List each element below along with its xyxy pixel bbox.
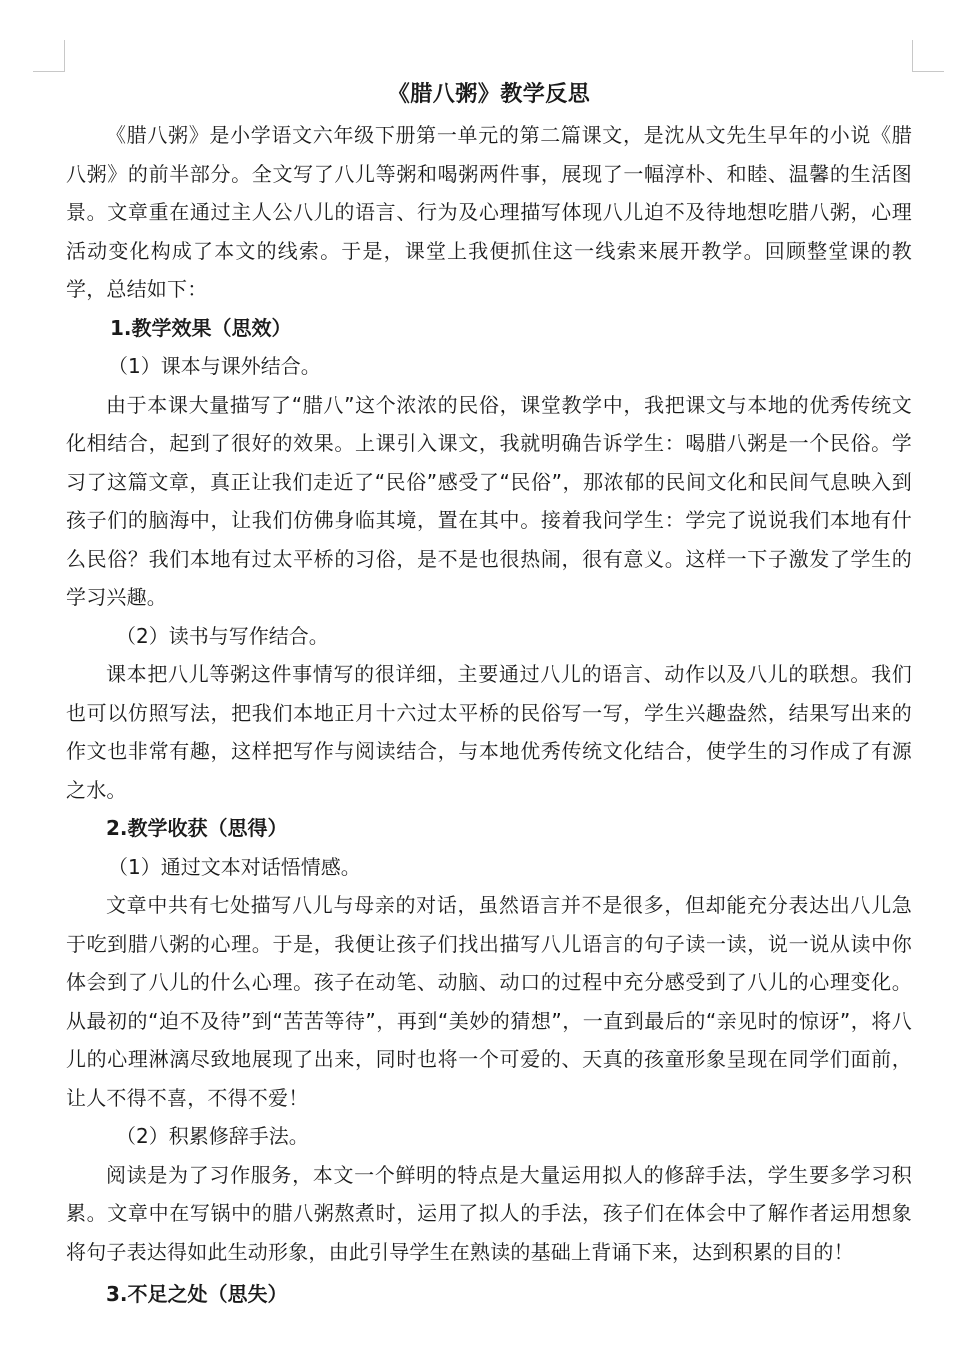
section-2-paragraph-2: 阅读是为了习作服务，本文一个鲜明的特点是大量运用拟人的修辞手法，学生要多学习积累。文章中在写锅中的腊八粥熬煮时，运用了拟人的手法，孩子们在体会中了解作者运用想象将句子表达得如此生动形象，由此引导学生在熟读的基础上背诵下来，达到积累的目的！ (66, 1162, 912, 1264)
section-1-paragraph-2: 课本把八儿等粥这件事情写的很详细，主要通过八儿的语言、动作以及八儿的联想。我们也可以仿照写法，把我们本地正月十六过太平桥的民俗写一写，学生兴趣盎然，结果写出来的作文也非常有趣，这样把写作与阅读结合，与本地优秀传统文化结合，使学生的习作成了有源之水。 (66, 662, 912, 802)
section-1-paragraph-1: 由于本课大量描写了“腊八”这个浓浓的民俗，课堂教学中，我把课文与本地的优秀传统文化相结合，起到了很好的效果。上课引入课文，我就明确告诉学生：喝腊八粥是一个民俗。学习了这篇文章，真正让我们走近了“民俗”感受了“民俗”，那浓郁的民间文化和民间气息映入到孩子们的脑海中，让我们仿佛身临其境，置在其中。接着我问学生：学完了说说我们本地有什么民俗？我们本地有过太平桥的习俗，是不是也很热闹，很有意义。这样一下子激发了学生的学习兴趣。 (66, 392, 912, 609)
document-page (66, 74, 912, 1314)
section-1-heading: 1.教学效果（思效） (110, 315, 292, 340)
section-1-subheading-2: （2）读书与写作结合。 (116, 623, 329, 648)
crop-mark-top-left (33, 40, 65, 72)
section-1-subheading-1: （1）课本与课外结合。 (108, 354, 321, 378)
section-3-heading: 3.不足之处（思失） (106, 1282, 288, 1306)
document-title: 《腊八粥》教学反思 (387, 82, 591, 107)
crop-mark-top-right (912, 40, 944, 72)
intro-paragraph: 《腊八粥》是小学语文六年级下册第一单元的第二篇课文，是沈从文先生早年的小说《腊八粥》的前半部分。全文写了八儿等粥和喝粥两件事，展现了一幅淳朴、和睦、温馨的生活图景。文章重在通过主人公八儿的语言、行为及心理描写体现八儿迫不及待地想吃腊八粥，心理活动变化构成了本文的线索。于是，课堂上我便抓住这一线索来展开教学。回顾整堂课的教学，总结如下： (66, 123, 912, 301)
section-2-subheading-1: （1）通过文本对话悟情感。 (108, 854, 361, 879)
section-2-subheading-2: （2）积累修辞手法。 (116, 1124, 309, 1148)
section-2-paragraph-1: 文章中共有七处描写八儿与母亲的对话，虽然语言并不是很多，但却能充分表达出八儿急于吃到腊八粥的心理。于是，我便让孩子们找出描写八儿语言的句子读一读，说一说从读中你体会到了八儿的什么心理。孩子在动笔、动脑、动口的过程中充分感受到了八儿的心理变化。从最初的“迫不及待”到“苦苦等待”，再到“美妙的猜想”，一直到最后的“亲见时的惊讶”，将八儿的心理淋漓尽致地展现了出来，同时也将一个可爱的、天真的孩童形象呈现在同学们面前，让人不得不喜，不得不爱！ (66, 893, 912, 1110)
section-2-heading: 2.教学收获（思得） (106, 816, 288, 840)
